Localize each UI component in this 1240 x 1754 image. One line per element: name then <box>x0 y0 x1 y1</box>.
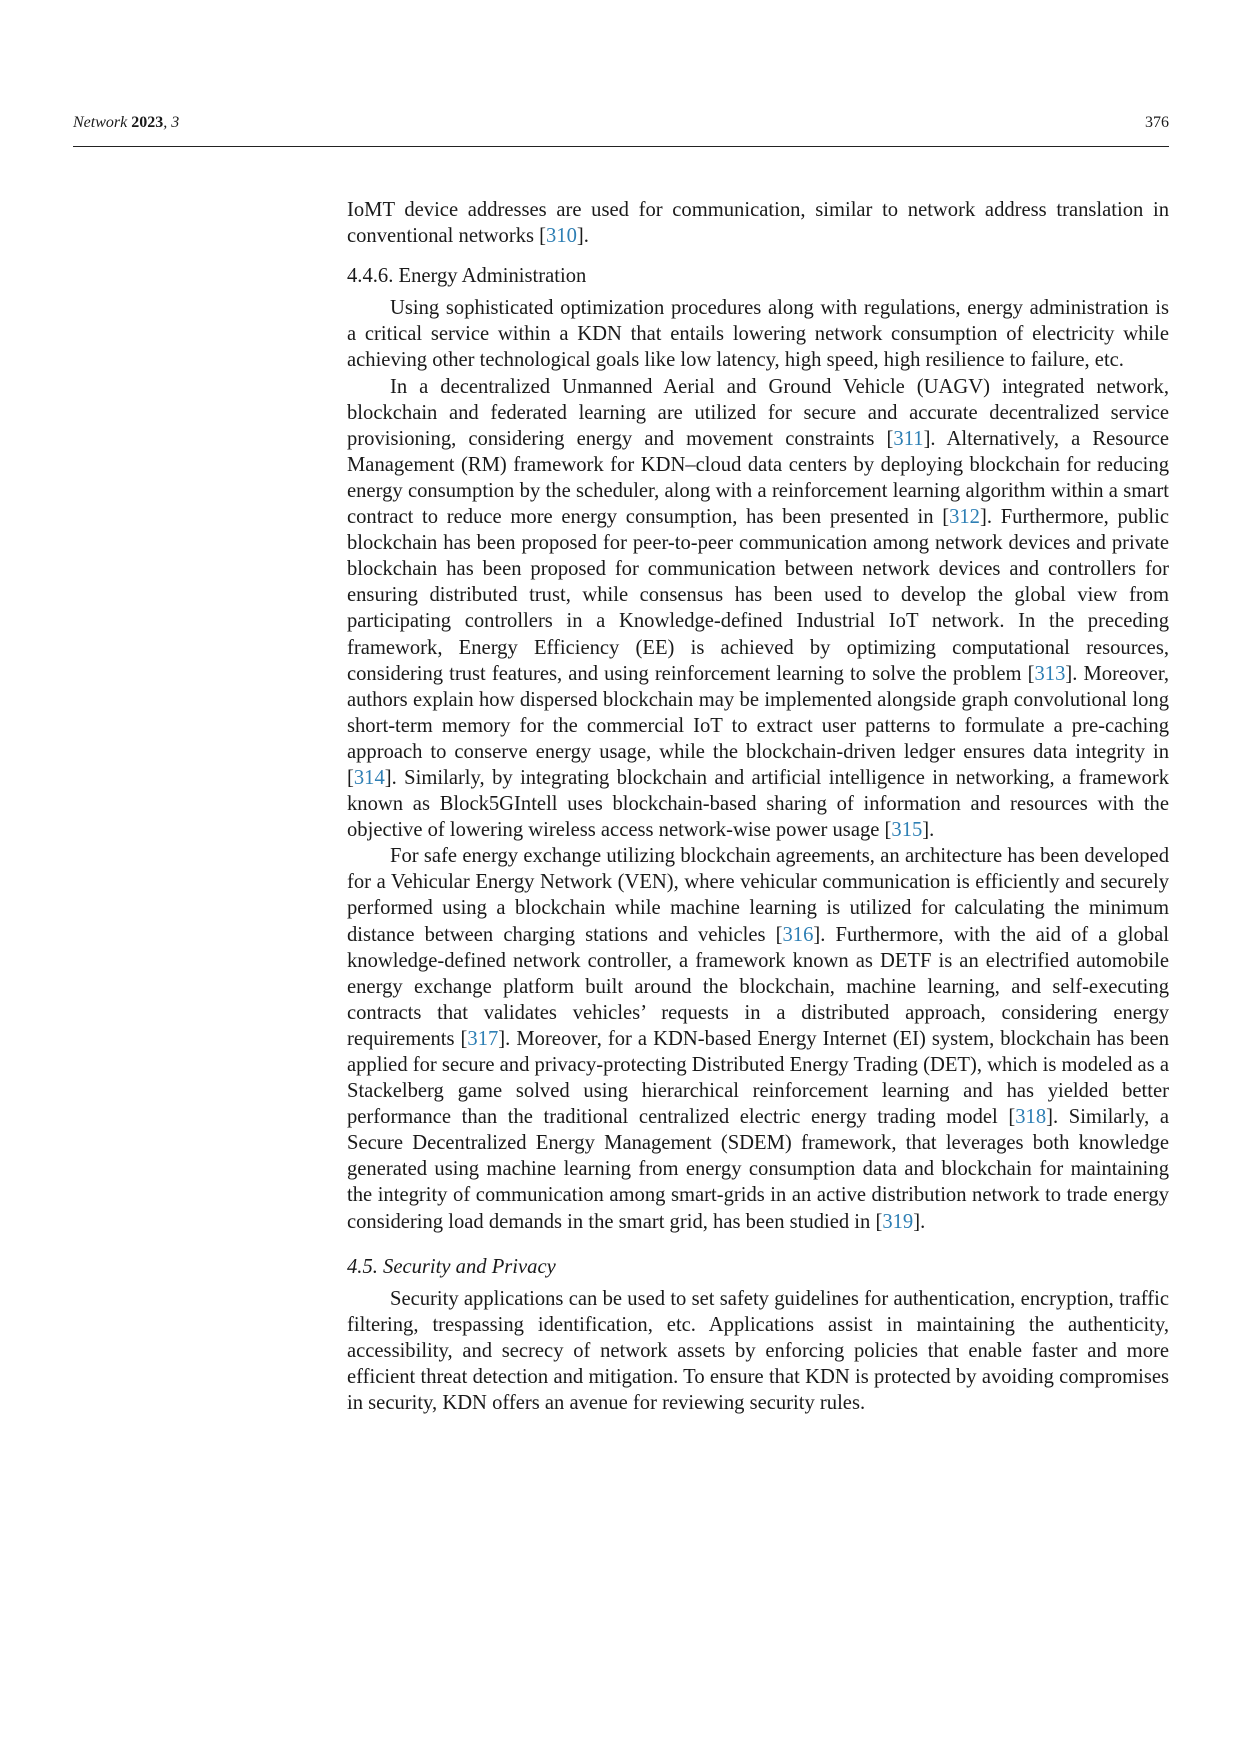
paragraph <box>347 374 1169 844</box>
header-rule <box>73 146 1169 147</box>
citation-link[interactable]: 315 <box>891 819 923 842</box>
citation-link[interactable]: 310 <box>546 225 577 248</box>
citation-link[interactable]: 311 <box>893 427 924 450</box>
text: IoMT device addresses are used for communication, similar to network address translation in conventional networks [ <box>347 199 1169 248</box>
journal-name: Network <box>73 114 128 131</box>
journal-volume: , 3 <box>163 114 180 131</box>
text: ]. <box>913 1210 926 1233</box>
citation-link[interactable]: 316 <box>782 923 814 946</box>
text: ]. Moreover, for a KDN-based Energy Internet (EI) system, blockchain has been applied for secure and privacy-protecting Distributed Energy Trading (DET), which is modeled as a Stackelberg game solved using hierarchical reinforcement learning and has yielded better performance than the traditional centralized electric energy trading model [ <box>347 1027 1169 1129</box>
text: In a decentralized Unmanned Aerial and Ground Vehicle (UAGV) integrated network, blockchain and federated learning are utilized for secure and accurate decentralized service provisioning, considering energy and movement constraints [ <box>347 375 1169 450</box>
main-text <box>347 197 1169 1416</box>
text: ]. Furthermore, with the aid of a global knowledge-defined network controller, a framework known as DETF is an electrified automobile energy exchange platform built around the blockchain, machine learning, and self-executing contracts that validates vehicles’ requests in a distributed approach, considering energy requirements [ <box>347 923 1169 1050</box>
page-number: 376 <box>1145 114 1169 131</box>
text: For safe energy exchange utilizing blockchain agreements, an architecture has been developed for a Vehicular Energy Network (VEN), where vehicular communication is efficiently and securely performed using a blockchain while machine learning is utilized for calculating the minimum distance between charging stations and vehicles [ <box>347 845 1169 946</box>
journal-citation <box>73 114 179 132</box>
citation-link[interactable]: 314 <box>353 766 385 789</box>
text: ]. Similarly, by integrating blockchain and artificial intelligence in networking, a framework known as Block5GIntell uses blockchain-based sharing of information and resources with the objective of lowering wireless access network-wise power usage [ <box>347 766 1169 842</box>
paragraph <box>347 843 1169 1234</box>
running-header <box>73 114 1169 138</box>
citation-link[interactable]: 318 <box>1015 1106 1047 1129</box>
subsection-heading: 4.4.6. Energy Administration <box>347 265 587 288</box>
text: ]. Moreover, authors explain how dispersed blockchain may be implemented alongside graph convolutional long short-term memory for the commercial IoT to extract user patterns to formulate a pre-caching approach to conserve energy usage, while the blockchain-driven ledger ensures data integrity in [ <box>347 662 1169 789</box>
section-heading: 4.5. Security and Privacy <box>347 1255 556 1278</box>
journal-year: 2023 <box>131 114 164 131</box>
paragraph: Security applications can be used to set safety guidelines for authentication, encryption, traffic filtering, trespassing identification, etc. Applications assist in maintaining the authenticity, accessibility, and secrecy of network assets by enforcing policies that enable faster and more efficient threat detection and mitigation. To ensure that KDN is protected by avoiding compromises in security, KDN offers an avenue for reviewing security rules. <box>347 1287 1169 1415</box>
text: ]. Alternatively, a Resource Management (RM) framework for KDN–cloud data centers by deploying blockchain for reducing energy consumption by the scheduler, along with a reinforcement learning algorithm within a smart contract to reduce more energy consumption, has been presented in [ <box>347 427 1169 529</box>
text: ]. <box>576 225 589 248</box>
paragraph: Using sophisticated optimization procedures along with regulations, energy administration is a critical service within a KDN that entails lowering network consumption of electricity while achieving other technological goals like low latency, high speed, high resilience to failure, etc. <box>347 297 1169 372</box>
citation-link[interactable]: 317 <box>467 1027 499 1050</box>
text: ]. Furthermore, public blockchain has been proposed for peer-to-peer communication among network devices and private blockchain has been proposed for communication between network devices and controllers for ensuring distributed trust, while consensus has been used to develop the global view from participating controllers in a Knowledge-defined Industrial IoT network. In the preceding framework, Energy Efficiency (EE) is achieved by optimizing computational resources, considering trust features, and using reinforcement learning to solve the problem [ <box>347 506 1169 685</box>
citation-link[interactable]: 319 <box>882 1210 914 1233</box>
citation-link[interactable]: 313 <box>1034 662 1066 685</box>
paragraph-continued <box>347 197 1169 249</box>
citation-link[interactable]: 312 <box>949 506 980 529</box>
text: ]. <box>922 819 935 842</box>
text: ]. Similarly, a Secure Decentralized Energy Management (SDEM) framework, that leverages both knowledge generated using machine learning from energy consumption data and blockchain for maintaining the integrity of communication among smart-grids in an active distribution network to trade energy considering load demands in the smart grid, has been studied in [ <box>347 1106 1169 1233</box>
